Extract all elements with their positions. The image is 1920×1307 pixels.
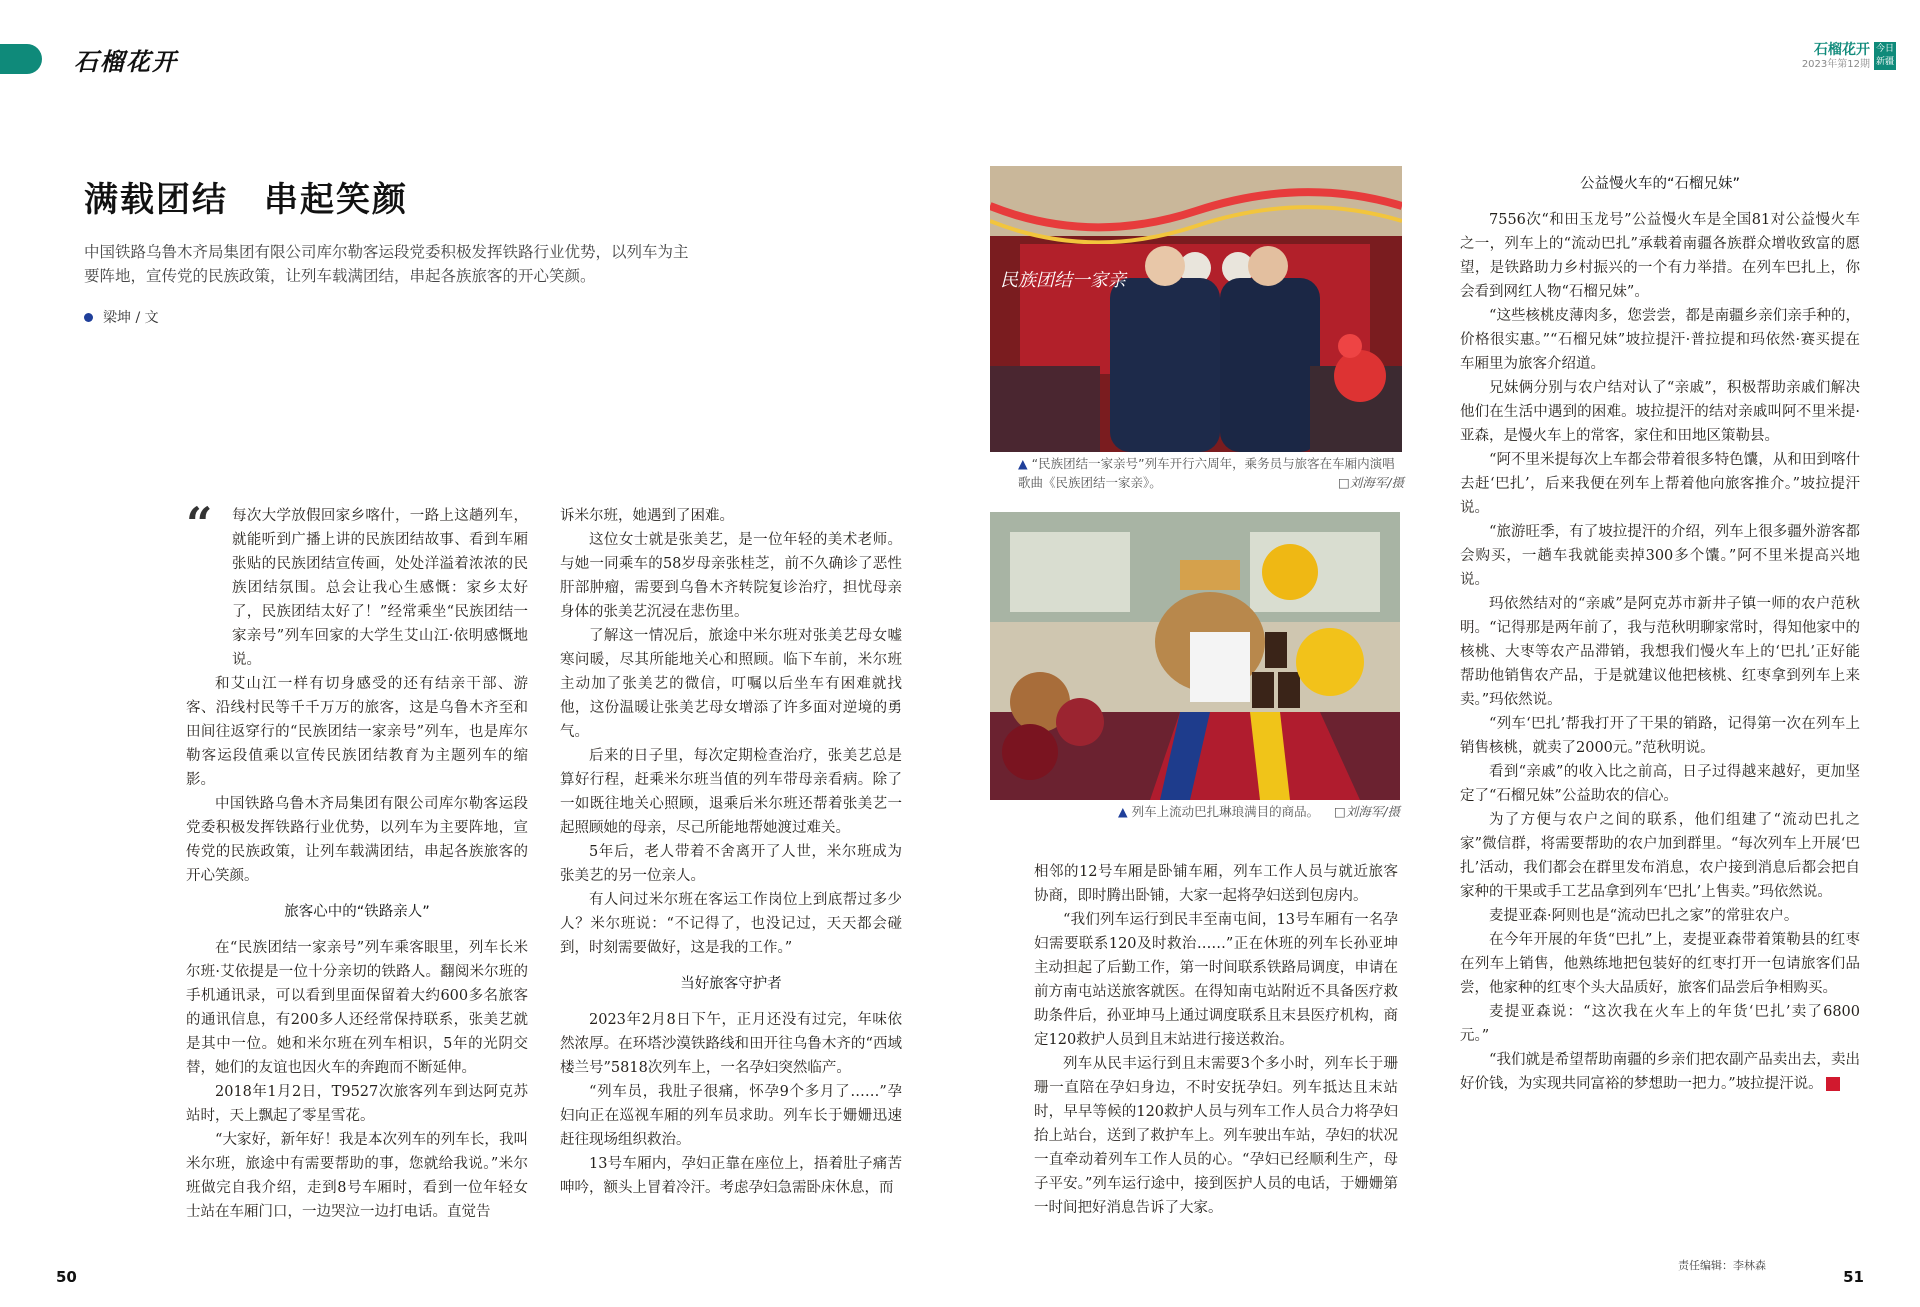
paragraph: 2018年1月2日，T9527次旅客列车到达阿克苏站时，天上飘起了零星雪花。 <box>186 1084 528 1124</box>
photo-credit-2: □刘海军/摄 <box>1333 804 1400 819</box>
paragraph: 13号车厢内，孕妇正靠在座位上，捂着肚子痛苦呻吟，额头上冒着冷汗。考虑孕妇急需卧床休息，而 <box>560 1156 902 1196</box>
paragraph: 有人问过米尔班在客运工作岗位上到底帮过多少人？米尔班说：“不记得了，也没记过，天天都会碰到，时刻需要做好，这是我的工作。” <box>560 892 902 956</box>
page-number-left: 50 <box>56 1268 77 1286</box>
paragraph: 和艾山江一样有切身感受的还有结亲干部、游客、沿线村民等千千万万的旅客，这是乌鲁木齐至和田间往返穿行的“民族团结一家亲号”列车，也是库尔勒客运段值乘以宣传民族团结教育为主题列车的缩影。 <box>186 676 528 788</box>
triangle-icon: ▲ <box>1118 804 1128 819</box>
paragraph: 看到“亲戚”的收入比之前高，日子过得越来越好，更加坚定了“石榴兄妹”公益助农的信心。 <box>1460 764 1860 804</box>
paragraph: “大家好，新年好！我是本次列车的列车长，我叫米尔班，旅途中有需要帮助的事，您就给我说。”米尔班做完自我介绍，走到8号车厢时，看到一位年轻女士站在车厢门口，一边哭泣一边打电话。直觉告 <box>186 1132 528 1220</box>
paragraph: 诉米尔班，她遇到了困难。 <box>560 508 734 524</box>
paragraph: 5年后，老人带着不舍离开了人世，米尔班成为张美艺的另一位亲人。 <box>560 844 902 884</box>
subheading: 当好旅客守护者 <box>680 976 782 992</box>
end-mark-icon: J <box>1826 1077 1840 1091</box>
photo-singing-illustration <box>990 166 1402 452</box>
paragraph: 列车从民丰运行到且末需要3个多小时，列车长于珊珊一直陪在孕妇身边，不时安抚孕妇。列车抵达且末站时，早早等候的120救护人员与列车工作人员合力将孕妇抬上站台，送到了救护车上。列车驶出车站，孕妇的状况一直牵动着列车工作人员的心。“孕妇已经顺利生产，母子平安。”列车运行途中，接到医护人员的电话，于姗姗第一时间把好消息告诉了大家。 <box>1034 1056 1398 1216</box>
author-byline <box>84 307 159 327</box>
paragraph: “列车‘巴扎’帮我打开了干果的销路，记得第一次在列车上销售核桃，就卖了2000元。”范秋明说。 <box>1460 716 1860 756</box>
paragraph: 兄妹俩分别与农户结对认了“亲戚”，积极帮助亲戚们解决他们在生活中遇到的困难。坡拉提汗的结对亲戚叫阿不里米提·亚森，是慢火车上的常客，家住和田地区策勒县。 <box>1460 380 1860 444</box>
caption-text-2: 列车上流动巴扎琳琅满目的商品。 <box>1131 804 1320 819</box>
author-name: 梁坤 / 文 <box>103 310 159 326</box>
photo-caption-1 <box>1018 454 1404 492</box>
paragraph: 为了方便与农户之间的联系，他们组建了“流动巴扎之家”微信群，将需要帮助的农户加到群里。“每次列车上开展‘巴扎’活动，我们都会在群里发布消息，农户接到消息后都会把自家种的干果或手工艺品拿到列车‘巴扎’上售卖。”玛依然说。 <box>1460 812 1860 900</box>
paragraph: 7556次“和田玉龙号”公益慢火车是全国81对公益慢火车之一，列车上的“流动巴扎”承载着南疆各族群众增收致富的愿望，是铁路助力乡村振兴的一个有力举措。在列车巴扎上，你会看到网红人物“石榴兄妹”。 <box>1460 212 1860 300</box>
paragraph: 每次大学放假回家乡喀什，一路上这趟列车，就能听到广播上讲的民族团结故事、看到车厢张贴的民族团结宣传画，处处洋溢着浓浓的民族团结氛围。总会让我心生感慨：家乡太好了，民族团结太好了！”经常乘坐“民族团结一家亲号”列车回家的大学生艾山江·依明感慨地说。 <box>232 508 528 668</box>
banner-text: 民族团结一家亲 <box>1000 270 1126 291</box>
photo-bazaar-illustration <box>990 512 1400 800</box>
column-1 <box>186 497 528 1224</box>
magazine-badge: 今日新疆 <box>1874 42 1896 70</box>
paragraph: 中国铁路乌鲁木齐局集团有限公司库尔勒客运段党委积极发挥铁路行业优势，以列车为主要阵地，宣传党的民族政策，让列车载满团结，串起各族旅客的开心笑颜。 <box>186 796 528 884</box>
subheading: 旅客心中的“铁路亲人” <box>284 904 430 920</box>
triangle-icon: ▲ <box>1018 456 1028 471</box>
photo-mobile-bazaar <box>990 512 1400 800</box>
paragraph: “旅游旺季，有了坡拉提汗的介绍，列车上很多疆外游客都会购买，一趟车我就能卖掉300多个馕。”阿不里米提高兴地说。 <box>1460 524 1860 588</box>
paragraph: 后来的日子里，每次定期检查治疗，张美艺总是算好行程，赶乘米尔班当值的列车带母亲看病。除了一如既往地关心照顾，退乘后米尔班还帮着张美艺一起照顾她的母亲，尽己所能地帮她渡过难关。 <box>560 748 902 836</box>
paragraph: 相邻的12号车厢是卧铺车厢，列车工作人员与就近旅客协商，即时腾出卧铺，大家一起将孕妇送到包房内。 <box>1034 864 1398 904</box>
section-title-left: 石榴花开 <box>74 47 178 76</box>
editor-credit: 责任编辑：李林森 <box>1678 1259 1766 1272</box>
paragraph: “这些核桃皮薄肉多，您尝尝，都是南疆乡亲们亲手种的，价格很实惠。”“石榴兄妹”坡拉提汗·普拉提和玛依然·赛买提在车厢里为旅客介绍道。 <box>1460 308 1860 372</box>
paragraph: “列车员，我肚子很痛，怀孕9个多月了……”孕妇向正在巡视车厢的列车员求助。列车长于姗姗迅速赶往现场组织救治。 <box>560 1084 902 1148</box>
article-lead: 中国铁路乌鲁木齐局集团有限公司库尔勒客运段党委积极发挥铁路行业优势，以列车为主要阵地，宣传党的民族政策，让列车载满团结，串起各族旅客的开心笑颜。 <box>84 243 689 285</box>
column-2 <box>560 504 902 1200</box>
paragraph: “阿不里米提每次上车都会带着很多特色馕，从和田到喀什去赶‘巴扎’，后来我便在列车上帮着他向旅客推介。”坡拉提汗说。 <box>1460 452 1860 516</box>
paragraph: “我们列车运行到民丰至南屯间，13号车厢有一名孕妇需要联系120及时救治……”正在休班的列车长孙亚坤主动担起了后勤工作，第一时间联系铁路局调度，申请在前方南屯站送旅客就医。在得知南屯站附近不具备医疗救助条件后，孙亚坤马上通过调度联系且末县医疗机构，商定120救护人员到且末站进行接送救治。 <box>1034 912 1398 1048</box>
bullet-dot-icon <box>84 313 93 322</box>
issue-number: 2023年第12期 <box>1801 59 1870 70</box>
section-tab-marker <box>0 44 42 74</box>
paragraph: 在“民族团结一家亲号”列车乘客眼里，列车长米尔班·艾依提是一位十分亲切的铁路人。翻阅米尔班的手机通讯录，可以看到里面保留着大约600多名旅客的通讯信息，有200多人还经常保持联系，张美艺就是其中一位。她和米尔班在列车相识，5年的光阴交替，她们的友谊也因火车的奔跑而不断延伸。 <box>186 940 528 1076</box>
subheading: 公益慢火车的“石榴兄妹” <box>1579 176 1741 192</box>
photo-caption-2 <box>1118 802 1400 821</box>
paragraph <box>1460 1048 1860 1096</box>
paragraph: 这位女士就是张美艺，是一位年轻的美术老师。与她一同乘车的58岁母亲张桂芝，前不久确诊了恶性肝部肿瘤，需要到乌鲁木齐转院复诊治疗，担忧母亲身体的张美艺沉浸在悲伤里。 <box>560 532 902 620</box>
column-4 <box>1460 172 1860 1096</box>
paragraph: 2023年2月8日下午，正月还没有过完，年味依然浓厚。在环塔沙漠铁路线和田开往乌鲁木齐的“西域楼兰号”5818次列车上，一名孕妇突然临产。 <box>560 1012 902 1076</box>
page-number-right: 51 <box>1843 1268 1864 1286</box>
paragraph: 在今年开展的年货“巴扎”上，麦提亚森带着策勒县的红枣在列车上销售，他熟练地把包装好的红枣打开一包请旅客们品尝，他家种的红枣个头大品质好，旅客们品尝后争相购买。 <box>1460 932 1860 996</box>
paragraph: 麦提亚森·阿则也是“流动巴扎之家”的常驻农户。 <box>1489 908 1799 924</box>
column-3 <box>1034 860 1398 1220</box>
caption-text-1: “民族团结一家亲号”列车开行六周年，乘务员与旅客在车厢内演唱歌曲《民族团结一家亲》。 <box>1018 456 1395 490</box>
article-title: 满载团结 串起笑颜 <box>84 180 408 220</box>
photo-train-singing <box>990 166 1402 452</box>
quote-mark-icon: “ <box>186 497 213 551</box>
paragraph: 玛依然结对的“亲戚”是阿克苏市新井子镇一师的农户范秋明。“记得那是两年前了，我与范秋明聊家常时，得知他家中的核桃、大枣等农产品滞销，我想我们慢火车上的‘巴扎’正好能帮助他销售农产品，于是就建议他把核桃、红枣拿到列车上来卖。”玛依然说。 <box>1460 596 1860 708</box>
photo-credit-1: □刘海军/摄 <box>1337 475 1404 490</box>
running-header-title: 石榴花开 <box>1814 42 1870 58</box>
paragraph: 了解这一情况后，旅途中米尔班对张美艺母女嘘寒问暖，尽其所能地关心和照顾。临下车前，米尔班主动加了张美艺的微信，叮嘱以后坐车有困难就找他，这份温暖让张美艺母女增添了许多面对逆境的勇气。 <box>560 628 902 740</box>
last-paragraph-text: “我们就是希望帮助南疆的乡亲们把农副产品卖出去，卖出好价钱，为实现共同富裕的梦想助一把力。”坡拉提汗说。 <box>1460 1052 1860 1092</box>
running-header-right <box>1802 42 1896 72</box>
paragraph: 麦提亚森说：“这次我在火车上的年货‘巴扎’卖了6800元。” <box>1460 1004 1860 1044</box>
